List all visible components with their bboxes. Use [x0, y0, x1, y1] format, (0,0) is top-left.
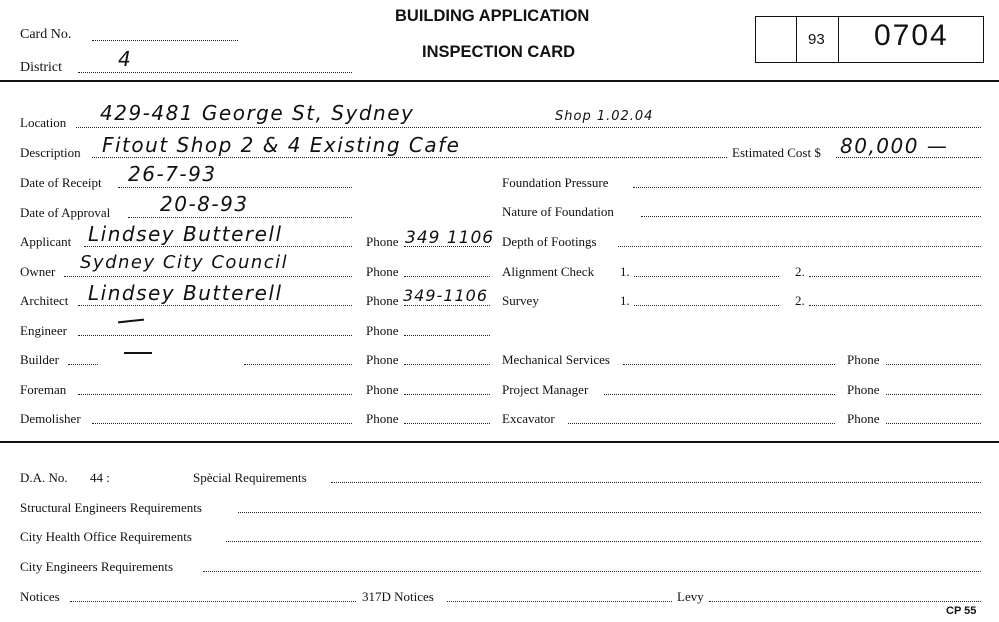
foreman-phone-line	[404, 394, 490, 395]
form-subtitle: INSPECTION CARD	[422, 43, 576, 61]
form-title: BUILDING APPLICATION	[395, 7, 590, 25]
form-code: CP 55	[946, 605, 977, 617]
alignment-check-label: Alignment Check	[502, 264, 595, 279]
mechanical-label: Mechanical Services	[502, 352, 610, 367]
alignment-check-num-1: 1.	[620, 264, 630, 279]
health-requirements-line	[226, 541, 981, 542]
levy-line	[709, 601, 981, 602]
architect-line	[78, 305, 352, 306]
builder-line-a	[68, 364, 98, 365]
structural-requirements-label: Structural Engineers Requirements	[20, 500, 202, 515]
foreman-label: Foreman	[20, 382, 67, 397]
city-engineers-requirements-label: City Engineers Requirements	[20, 559, 174, 574]
alignment-check-line-2	[809, 276, 981, 277]
builder-phone-line	[404, 364, 490, 365]
engineer-phone-line	[404, 335, 490, 336]
engineer-phone-label: Phone	[366, 323, 399, 338]
district-value: 4	[118, 47, 133, 71]
mechanical-phone-line	[886, 364, 981, 365]
depth-footings-label: Depth of Footings	[502, 234, 597, 249]
owner-line	[64, 276, 352, 277]
header-divider	[0, 80, 999, 82]
notices-317d-line	[447, 601, 672, 602]
engineer-dash-mark	[118, 319, 144, 324]
nature-foundation-label: Nature of Foundation	[502, 204, 614, 219]
location-value: 429-481 George St, Sydney	[100, 101, 415, 125]
demolisher-phone-label: Phone	[366, 411, 399, 426]
card-number-box	[755, 16, 984, 63]
demolisher-phone-line	[404, 423, 490, 424]
da-no-value: 44 :	[90, 470, 110, 485]
foundation-pressure-line	[633, 187, 981, 188]
alignment-check-num-2: 2.	[795, 264, 805, 279]
da-no-label: D.A. No.	[20, 470, 68, 485]
survey-line-1	[634, 305, 779, 306]
special-requirements-label: Spècial Requirements	[193, 470, 307, 485]
demolisher-label: Demolisher	[20, 411, 81, 426]
owner-phone-line	[404, 276, 490, 277]
architect-label: Architect	[20, 293, 69, 308]
builder-line-b	[244, 364, 352, 365]
district-line	[78, 72, 352, 73]
applicant-line	[84, 246, 352, 247]
nature-foundation-line	[641, 216, 981, 217]
city-engineers-requirements-line	[203, 571, 981, 572]
estimated-cost-label: Estimated Cost $	[732, 145, 821, 160]
district-label: District	[20, 60, 62, 75]
card-number: 0704	[874, 19, 949, 52]
foreman-line	[78, 394, 352, 395]
builder-dash-mark	[124, 352, 152, 354]
owner-label: Owner	[20, 264, 56, 279]
card-year: 93	[808, 31, 825, 48]
mechanical-line	[623, 364, 835, 365]
excavator-label: Excavator	[502, 411, 555, 426]
card-no-label: Card No.	[20, 27, 72, 42]
description-label: Description	[20, 145, 81, 160]
levy-label: Levy	[677, 589, 704, 604]
notices-317d-label: 317D Notices	[362, 589, 434, 604]
applicant-phone-label: Phone	[366, 234, 399, 249]
health-requirements-label: City Health Office Requirements	[20, 529, 192, 544]
demolisher-line	[92, 423, 352, 424]
location-line	[76, 127, 981, 128]
foreman-phone-label: Phone	[366, 382, 399, 397]
card-no-line	[92, 40, 238, 41]
project-manager-phone-label: Phone	[847, 382, 880, 397]
foundation-pressure-label: Foundation Pressure	[502, 175, 609, 190]
location-label: Location	[20, 115, 67, 130]
notices-line	[70, 601, 356, 602]
survey-line-2	[809, 305, 981, 306]
date-receipt-value: 26-7-93	[128, 162, 217, 186]
applicant-phone-value: 349 1106	[405, 228, 495, 248]
estimated-cost-value: 80,000 —	[840, 134, 949, 158]
applicant-value: Lindsey Butterell	[88, 222, 283, 246]
engineer-label: Engineer	[20, 323, 67, 338]
date-receipt-label: Date of Receipt	[20, 175, 102, 190]
date-receipt-line	[118, 187, 352, 188]
excavator-phone-line	[886, 423, 981, 424]
survey-num-2: 2.	[795, 293, 805, 308]
project-manager-label: Project Manager	[502, 382, 589, 397]
project-manager-line	[604, 394, 835, 395]
date-approval-line	[128, 217, 352, 218]
description-line	[92, 157, 727, 158]
builder-phone-label: Phone	[366, 352, 399, 367]
excavator-phone-label: Phone	[847, 411, 880, 426]
notices-label: Notices	[20, 589, 60, 604]
survey-label: Survey	[502, 293, 539, 308]
depth-footings-line	[618, 246, 981, 247]
architect-phone-label: Phone	[366, 293, 399, 308]
alignment-check-line-1	[634, 276, 779, 277]
survey-num-1: 1.	[620, 293, 630, 308]
section-divider	[0, 441, 999, 443]
owner-phone-label: Phone	[366, 264, 399, 279]
architect-phone-value: 349-1106	[403, 286, 489, 305]
builder-label: Builder	[20, 352, 59, 367]
architect-value: Lindsey Butterell	[88, 281, 283, 305]
special-requirements-line	[331, 482, 981, 483]
location-note: Shop 1.02.04	[555, 109, 654, 124]
date-approval-value: 20-8-93	[160, 192, 249, 216]
project-manager-phone-line	[886, 394, 981, 395]
owner-value: Sydney City Council	[80, 252, 289, 273]
engineer-line	[78, 335, 352, 336]
excavator-line	[568, 423, 835, 424]
date-approval-label: Date of Approval	[20, 205, 111, 220]
mechanical-phone-label: Phone	[847, 352, 880, 367]
applicant-label: Applicant	[20, 234, 72, 249]
structural-requirements-line	[238, 512, 981, 513]
description-value: Fitout Shop 2 & 4 Existing Cafe	[102, 133, 461, 157]
